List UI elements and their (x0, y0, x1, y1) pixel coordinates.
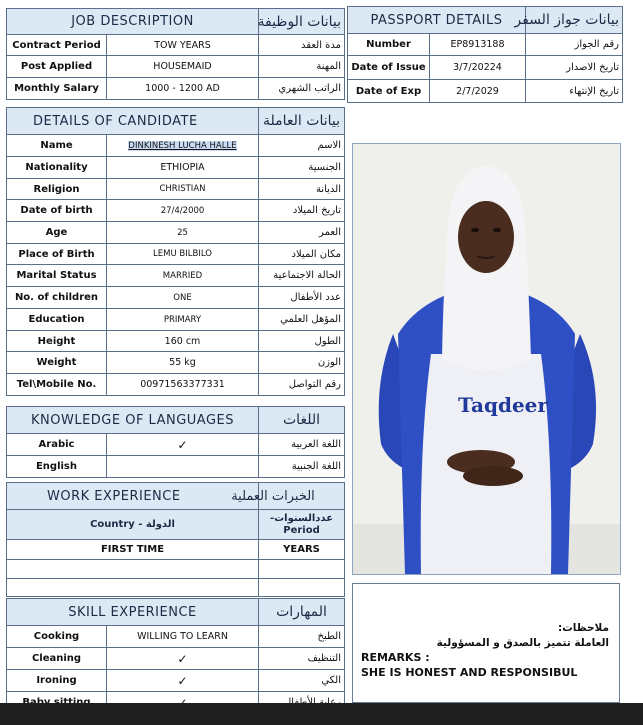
job-row-label-ar: المهنة (259, 56, 345, 78)
candidate-row-value: LEMU BILBILO (107, 244, 259, 265)
candidate-row-label-ar: الطول (259, 331, 345, 352)
language-row-label-ar: اللغة العربية (259, 434, 345, 456)
skill-check: ✓ (107, 648, 259, 670)
candidate-row-label: Nationality (7, 157, 107, 179)
remarks-text-en: SHE IS HONEST AND RESPONSIBUL (361, 666, 578, 679)
job-description-title: JOB DESCRIPTION (7, 9, 259, 35)
work-row-period (259, 579, 345, 597)
language-row-label-ar: اللغة الجنبية (259, 456, 345, 478)
skill-row-label: Cooking (7, 626, 107, 648)
passport-row-label-ar: رقم الجواز (526, 34, 623, 56)
passport-row-label: Number (348, 34, 430, 56)
candidate-row-label: Tel\Mobile No. (7, 374, 107, 396)
work-row-country (7, 579, 259, 597)
candidate-row-label: Name (7, 135, 107, 157)
work-experience-title-ar: الخبرات العملية (231, 488, 315, 504)
remarks-title-ar: ملاحظات: (558, 622, 609, 634)
candidate-row-label-ar: الديانة (259, 179, 345, 200)
candidate-photo (352, 143, 621, 575)
language-check: ✓ (107, 434, 259, 456)
remarks-text-ar: العاملة تتميز بالصدق و المسؤولية (436, 637, 609, 649)
candidate-row-value: 00971563377331 (107, 374, 259, 396)
skill-row-label-ar: التنظيف (259, 648, 345, 670)
skill-row-label-ar: الكي (259, 670, 345, 692)
work-experience-title-en: WORK EXPERIENCE (47, 488, 181, 504)
work-period-header-ar: عددالسنوات- (269, 512, 334, 524)
passport-row-label-ar: تاريخ الاصدار (526, 56, 623, 80)
candidate-row-label-ar: المؤهل العلمي (259, 309, 345, 331)
passport-row-label: Date of Issue (348, 56, 430, 80)
job-row-label: Contract Period (7, 35, 107, 56)
skill-check: ✓ (107, 670, 259, 692)
work-experience-table (6, 482, 345, 597)
candidate-row-label: No. of children (7, 287, 107, 309)
candidate-row-label-ar: الحالة الاجتماعية (259, 265, 345, 287)
language-row-label: Arabic (7, 434, 107, 456)
job-row-label: Monthly Salary (7, 78, 107, 100)
candidate-row-value: PRIMARY (107, 309, 259, 331)
candidate-details-title: DETAILS OF CANDIDATE (7, 108, 259, 135)
work-row-country: FIRST TIME (7, 540, 259, 560)
work-row-period: YEARS (259, 540, 345, 560)
passport-row-value: EP8913188 (430, 34, 526, 56)
work-period-header-en: Period (283, 524, 320, 536)
candidate-row-label-ar: الجنسية (259, 157, 345, 179)
passport-row-label-ar: تاريخ الإنتهاء (526, 80, 623, 103)
candidate-row-label: Height (7, 331, 107, 352)
languages-title-ar: اللغات (259, 407, 345, 434)
candidate-row-label: Place of Birth (7, 244, 107, 265)
job-description-title-ar: بيانات الوظيفة (259, 9, 345, 35)
passport-details-title-ar: بيانات جواز السفر (526, 7, 623, 34)
candidate-row-value: 160 cm (107, 331, 259, 352)
skill-experience-title-ar: المهارات (259, 599, 345, 626)
candidate-row-value: MARRIED (107, 265, 259, 287)
candidate-row-label-ar: الوزن (259, 352, 345, 374)
candidate-row-label: Education (7, 309, 107, 331)
candidate-details-title-ar: بيانات العاملة (259, 108, 345, 135)
job-row-label: Post Applied (7, 56, 107, 78)
work-experience-title (7, 483, 315, 510)
job-row-value: 1000 - 1200 AD (107, 78, 259, 100)
candidate-row-label-ar: مكان الميلاد (259, 244, 345, 265)
candidate-row-value: ETHIOPIA (107, 157, 259, 179)
candidate-row-value: 25 (107, 222, 259, 244)
passport-details-title: PASSPORT DETAILS (348, 7, 526, 34)
skill-row-label-ar: الطبخ (259, 626, 345, 648)
passport-details-table (347, 6, 623, 103)
remarks-title-en: REMARKS : (361, 651, 430, 664)
skill-row-value: WILLING TO LEARN (107, 626, 259, 648)
work-row-country (7, 560, 259, 579)
candidate-row-label: Religion (7, 179, 107, 200)
candidate-row-value: CHRISTIAN (107, 179, 259, 200)
passport-row-value: 2/7/2029 (430, 80, 526, 103)
language-check (107, 456, 259, 478)
remarks-box (352, 583, 620, 703)
candidate-row-value: 55 kg (107, 352, 259, 374)
job-row-label-ar: مدة العقد (259, 35, 345, 56)
job-row-value: HOUSEMAID (107, 56, 259, 78)
candidate-details-table (6, 107, 345, 396)
job-row-label-ar: الراتب الشهري (259, 78, 345, 100)
language-row-label: English (7, 456, 107, 478)
candidate-row-label: Weight (7, 352, 107, 374)
candidate-row-label: Marital Status (7, 265, 107, 287)
skill-row-label: Cleaning (7, 648, 107, 670)
skill-experience-title: SKILL EXPERIENCE (7, 599, 259, 626)
passport-row-label: Date of Exp (348, 80, 430, 103)
skill-row-label: Ironing (7, 670, 107, 692)
candidate-row-label-ar: تاريخ الميلاد (259, 200, 345, 222)
candidate-row-value: ONE (107, 287, 259, 309)
bottom-bar (0, 703, 643, 725)
skill-experience-table (6, 598, 345, 714)
passport-row-value: 3/7/20224 (430, 56, 526, 80)
candidate-row-label-ar: الاسم (259, 135, 345, 157)
candidate-row-label-ar: عدد الأطفال (259, 287, 345, 309)
candidate-row-label-ar: العمر (259, 222, 345, 244)
work-period-header (259, 510, 345, 540)
work-country-header: Country - الدولة (7, 510, 259, 540)
work-row-period (259, 560, 345, 579)
candidate-row-label: Date of birth (7, 200, 107, 222)
candidate-row-label: Age (7, 222, 107, 244)
languages-table (6, 406, 345, 478)
candidate-row-label-ar: رقم التواصل (259, 374, 345, 396)
job-row-value: TOW YEARS (107, 35, 259, 56)
languages-title: KNOWLEDGE OF LANGUAGES (7, 407, 259, 434)
candidate-photo-drawing (353, 144, 620, 574)
candidate-name-value: DINKINESH LUCHA HALLE (128, 140, 237, 151)
candidate-row-value: 27/4/2000 (107, 200, 259, 222)
job-description-table (6, 8, 345, 100)
apron-logo-text: Taqdeer (458, 393, 548, 417)
